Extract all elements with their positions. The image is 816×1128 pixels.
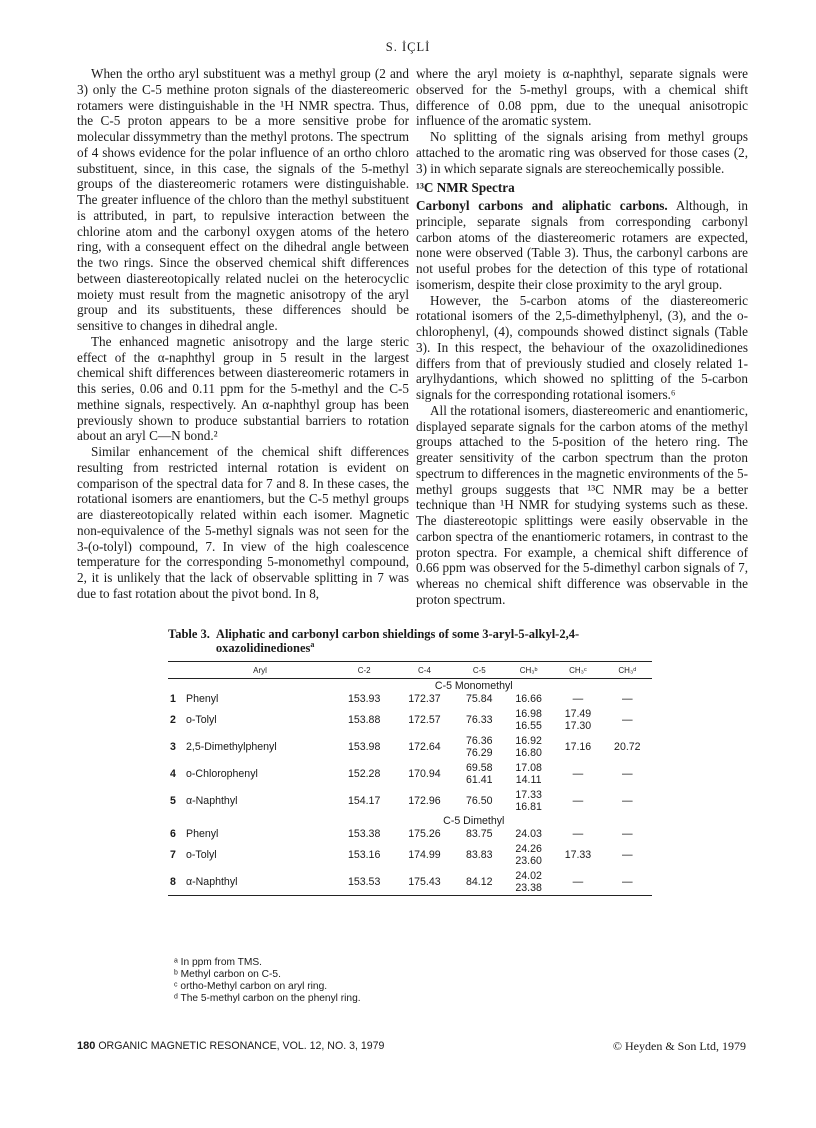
compound-number: 5 (170, 794, 176, 807)
ch3c-value: 17.16 (564, 740, 592, 753)
ch3b-value: 16.66 (515, 693, 542, 705)
c5-cell (455, 692, 504, 706)
ch3c-value: 17.33 (564, 848, 592, 861)
ch3b-value-2: 16.80 (515, 746, 542, 759)
ch3b-value: 16.92 (515, 734, 542, 747)
ch3d-value: — (622, 828, 633, 840)
c5-value: 84.12 (466, 875, 493, 888)
header-c4: C-4 (418, 666, 431, 675)
ch3c-value: 17.49 (564, 707, 592, 720)
ch3b-value-2: 14.11 (515, 773, 542, 786)
ch3b-value: 17.33 (515, 788, 542, 801)
ch3c-cell (553, 827, 602, 841)
footer-copyright: © Heyden & Son Ltd, 1979 (612, 1039, 746, 1053)
ch3d-cell (603, 787, 652, 814)
ch3c-value-2: 17.30 (564, 719, 592, 732)
compound-number: 6 (170, 828, 176, 840)
subsection-heading: Carbonyl carbons and aliphatic carbons. (416, 198, 668, 213)
ch3d-cell (603, 841, 652, 868)
ch3d-cell (603, 692, 652, 706)
header-c5: C-5 (472, 666, 486, 675)
aryl-cell: o-Tolyl (186, 848, 217, 861)
c4-cell: 170.94 (408, 767, 441, 780)
ch3b-value-2: 16.81 (515, 800, 542, 813)
footnote-c: ᶜ ortho-Methyl carbon on aryl ring. (174, 981, 328, 992)
ch3c-cell (553, 787, 602, 814)
page-number: 180 (77, 1040, 96, 1052)
aryl-cell: α-Naphthyl (186, 875, 238, 888)
ch3c-cell (553, 868, 602, 896)
ch3b-cell (504, 706, 553, 733)
c2-cell: 153.16 (347, 848, 381, 861)
c5-value: 76.50 (466, 794, 493, 807)
aryl-cell: 2,5-Dimethylphenyl (186, 740, 277, 753)
ch3d-cell (603, 733, 652, 760)
ch3b-cell (504, 827, 553, 841)
table-footnotes (174, 957, 361, 1005)
c5-cell (455, 827, 504, 841)
aryl-cell: o-Tolyl (186, 713, 217, 726)
table-label: Table 3. (168, 627, 210, 641)
ch3c-value: — (572, 828, 584, 840)
c4-cell: 172.37 (408, 693, 441, 705)
right-paragraph-1: where the aryl moiety is α-naphthyl, separate signals were observed for the 5-methyl groups, with a chemical shift difference of 0.08 ppm, due to the unequal anisotropic influence of the aromatic system. (416, 66, 748, 129)
ch3d-value: — (622, 875, 633, 888)
table-group-row (168, 679, 652, 693)
footnote-a: ᵃ In ppm from TMS. (174, 957, 262, 968)
right-paragraph-3-text: Although, in principle, separate signals from corresponding carbonyl carbon atoms of the diastereomeric rotamers are expected, none were observed (Table 3). Thus, the carbonyl carbons are not useful probes for the detection of this type of rotational isomerism, despite their close proximity to the aryl group. (416, 198, 748, 292)
ch3b-value: 16.98 (515, 707, 542, 720)
c2-cell: 154.17 (347, 794, 381, 807)
section-heading: ¹³C NMR Spectra (416, 180, 515, 196)
table-group-row (168, 814, 652, 827)
right-column (416, 66, 748, 608)
ch3d-value: — (622, 767, 633, 780)
table-caption (168, 627, 652, 655)
ch3d-value: 20.72 (614, 740, 641, 753)
c5-value-2: 76.29 (466, 746, 493, 759)
ch3d-cell (603, 760, 652, 787)
c4-cell: 172.96 (408, 794, 441, 807)
c5-cell (455, 760, 504, 787)
aryl-cell: o-Chlorophenyl (186, 767, 258, 780)
c4-cell: 174.99 (408, 848, 441, 861)
ch3b-value: 24.26 (515, 842, 542, 855)
ch3c-cell (553, 841, 602, 868)
table-title: Aliphatic and carbonyl carbon shieldings of some 3-aryl-5-alkyl-2,4-oxazolidinediones (215, 627, 580, 655)
ch3d-cell (603, 706, 652, 733)
footnote-b: ᵇ Methyl carbon on C-5. (174, 969, 281, 980)
c5-value-2: 61.41 (466, 773, 493, 786)
c4-cell: 175.26 (408, 828, 441, 840)
c5-value: 83.83 (466, 848, 493, 861)
table-row (168, 760, 652, 787)
shieldings-table (168, 661, 652, 896)
group-label: C-5 Monomethyl (434, 680, 513, 692)
ch3d-cell (603, 868, 652, 896)
compound-number: 4 (170, 767, 176, 780)
c5-value: 76.36 (466, 734, 493, 747)
ch3c-cell (553, 692, 602, 706)
ch3b-cell (504, 787, 553, 814)
c4-cell: 175.43 (408, 875, 441, 888)
table-header-row (168, 662, 652, 679)
table-row (168, 733, 652, 760)
table-caption-text (216, 627, 652, 655)
compound-number: 8 (170, 875, 176, 888)
header-ch3c: CH₃ᶜ (569, 666, 587, 675)
ch3b-value: 24.02 (515, 869, 542, 882)
ch3b-cell (504, 760, 553, 787)
c5-value: 75.84 (466, 693, 493, 705)
ch3c-cell (553, 706, 602, 733)
c2-cell: 153.98 (347, 740, 381, 753)
ch3d-value: — (622, 848, 633, 861)
ch3d-value: — (622, 794, 633, 807)
c2-cell: 153.53 (347, 875, 381, 888)
ch3b-cell (504, 733, 553, 760)
header-c2: C-2 (357, 666, 371, 675)
compound-number: 1 (170, 693, 176, 705)
table-3 (168, 627, 652, 896)
right-paragraph-3 (416, 198, 748, 293)
caption-footnote-mark: a (310, 639, 315, 649)
running-head: S. İÇLİ (385, 40, 431, 54)
header-aryl: Aryl (253, 666, 267, 675)
c2-cell: 153.88 (347, 713, 381, 726)
ch3c-cell (553, 733, 602, 760)
left-paragraph-1: When the ortho aryl substituent was a methyl group (2 and 3) only the C-5 methine proton signals of the diastereomeric rotamers were distinguishable in the ¹H NMR spectra. Thus, the C-5 proton appears to be a more sensitive probe for molecular dissymmetry than the methyl protons. The spectrum of 4 shows evidence for the polar influence of an ortho chloro substituent, since, in this case, the signals of the 5-methyl groups of the diastereomeric rotamers were distinguishable. The greater influence of the chloro than the methyl substituent is attributed, in part, to repulsive interaction between the chlorine atom and the carbonyl oxygen atoms of the hetero ring, with a consequent effect on the dihedral angle between the two rings. Since the observed chemical shift differences between diastereotopically related nuclei on the heterocyclic moiety must result from the magnetic anisotropy of the aryl group and its substituents, these differences should be sensitive to changes in dihedral angle. (77, 66, 409, 333)
ch3b-value: 17.08 (515, 761, 542, 774)
compound-number: 2 (170, 713, 176, 726)
ch3b-value-2: 16.55 (515, 719, 542, 732)
ch3b-value: 24.03 (515, 828, 542, 840)
table-row (168, 868, 652, 896)
c5-cell (455, 868, 504, 896)
ch3b-value-2: 23.38 (515, 881, 542, 894)
c5-value: 69.58 (466, 761, 493, 774)
c5-cell (455, 841, 504, 868)
compound-number: 7 (170, 848, 176, 861)
aryl-cell: α-Naphthyl (186, 794, 238, 807)
table-row (168, 692, 652, 706)
ch3d-value: — (622, 693, 633, 705)
journal-citation: ORGANIC MAGNETIC RESONANCE, VOL. 12, NO. 3, 1979 (98, 1040, 385, 1052)
c4-cell: 172.57 (408, 713, 441, 726)
left-column (77, 66, 409, 602)
c5-value: 76.33 (466, 713, 493, 726)
ch3b-value-2: 23.60 (515, 854, 542, 867)
table-row (168, 827, 652, 841)
left-paragraph-2: The enhanced magnetic anisotropy and the large steric effect of the α-naphthyl group in 5 result in the largest chemical shift differences between diastereomeric rotamers in this series, 0.06 and 0.11 ppm for the 5-methyl and the C-5 methine signals, respectively. An α-naphthyl group has been previously shown to produce substantial barriers to rotation about an aryl C—N bond.² (77, 333, 409, 444)
compound-number: 3 (170, 740, 176, 753)
ch3b-cell (504, 868, 553, 896)
ch3b-cell (504, 841, 553, 868)
ch3c-value: — (572, 794, 584, 807)
ch3c-value: — (572, 767, 584, 780)
footer-journal (77, 1040, 384, 1052)
aryl-cell: Phenyl (186, 693, 219, 705)
left-paragraph-3: Similar enhancement of the chemical shift differences resulting from restricted internal rotation is evident on comparison of the spectral data for 7 and 8. In these cases, the rotational isomers are enantiomers, but the C-5 methyl groups are diastereotopically related within each isomer. Magnetic non-equivalence of the 5-methyl signals was not seen for the 3-(o-tolyl) compound, 7. In view of the high coalescence temperature for the corresponding 5-monomethyl compound, 2, it is unlikely that the lack of observable splitting in 7 was due to fast rotation about the pivot bond. In 8, (77, 444, 409, 601)
c2-cell: 153.38 (347, 828, 381, 840)
right-paragraph-4: However, the 5-carbon atoms of the diastereomeric rotational isomers of the 2,5-dimethylphenyl, (3), and the o-chlorophenyl, (4), compounds showed distinct signals (Table 3). In this respect, the behaviour of the oxazolidinediones differs from that of previously studied and closely related 1-arylhydantions, which showed no splitting of the 5-carbon signals for the corresponding rotational isomers.⁶ (416, 292, 748, 402)
ch3b-cell (504, 692, 553, 706)
header-ch3b: CH₃ᵇ (519, 666, 538, 675)
group-label: C-5 Dimethyl (443, 815, 505, 827)
c4-cell: 172.64 (408, 740, 441, 753)
ch3d-cell (603, 827, 652, 841)
c5-cell (455, 787, 504, 814)
c5-cell (455, 733, 504, 760)
footnote-d: ᵈ The 5-methyl carbon on the phenyl ring. (174, 993, 361, 1004)
c2-cell: 152.28 (347, 767, 381, 780)
table-row (168, 706, 652, 733)
table-row (168, 841, 652, 868)
table-row (168, 787, 652, 814)
ch3d-value: — (622, 713, 633, 726)
ch3c-value: — (572, 875, 584, 888)
ch3c-value: — (572, 693, 584, 705)
right-paragraph-5: All the rotational isomers, diastereomeric and enantiomeric, displayed separate signals for the carbon atoms of the methyl groups attached to the 5-position of the hetero ring. The greater sensitivity of the carbon spectrum than the proton spectrum to differences in the magnetic environments of the 5-methyl groups suggests that ¹³C NMR may be a better technique than ¹H NMR for studying systems such as these. The diastereotopic splittings were easily observable in the carbon spectra of the enantiomeric rotamers, in contrast to the proton spectra. For example, a chemical shift difference of 0.66 ppm was observed for the 5-dimethyl carbon signals of 7, whereas no chemical shift difference was observable in the proton spectrum. (416, 402, 748, 607)
header-ch3d: CH₃ᵈ (618, 666, 637, 675)
c5-value: 83.75 (466, 828, 493, 840)
aryl-cell: Phenyl (186, 828, 219, 840)
c2-cell: 153.93 (347, 693, 381, 705)
ch3c-cell (553, 760, 602, 787)
c5-cell (455, 706, 504, 733)
right-paragraph-2: No splitting of the signals arising from methyl groups attached to the aromatic ring was observed for those cases (2, 3) in which separate signals are stereochemically possible. (416, 129, 748, 176)
